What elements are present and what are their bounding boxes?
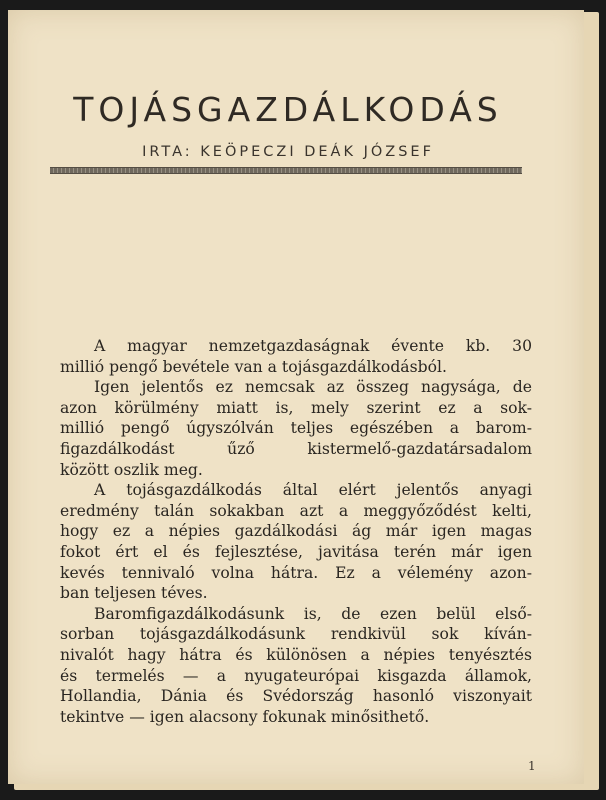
title-rule bbox=[50, 167, 522, 174]
text-line: hogy ez a népies gazdálkodási ág már igen magas bbox=[60, 522, 532, 541]
text-line: ban teljesen téves. bbox=[60, 584, 208, 603]
document-title: TOJÁSGAZDÁLKODÁS bbox=[73, 90, 503, 129]
text-line: Igen jelentős ez nemcsak az összeg nagysága, de bbox=[94, 378, 532, 397]
text-line: millió pengő bevétele van a tojásgazdálkodásból. bbox=[60, 357, 447, 376]
page-number: 1 bbox=[528, 759, 536, 773]
text-line: Baromfigazdálkodásunk is, de ezen belül első- bbox=[94, 604, 532, 623]
text-line: fokot ért el és fejlesztése, javitása terén már igen bbox=[60, 542, 532, 561]
text-line: és termelés — a nyugateurópai kisgazda államok, bbox=[60, 666, 532, 685]
text-line: nivalót hagy hátra és különösen a népies tenyésztés bbox=[60, 645, 532, 664]
text-line: azon körülmény miatt is, mely szerint ez a sok- bbox=[60, 398, 532, 417]
text-line: kevés tennivaló volna hátra. Ez a vélemény azon- bbox=[60, 563, 532, 582]
document-page bbox=[8, 10, 584, 784]
text-line: figazdálkodást űző kistermelő-gazdatársadalom bbox=[60, 439, 532, 458]
text-line: között oszlik meg. bbox=[60, 460, 203, 479]
body-text bbox=[60, 336, 532, 727]
author-line: IRTA: KEÖPECZI DEÁK JÓZSEF bbox=[142, 144, 434, 160]
text-line: sorban tojásgazdálkodásunk rendkivül sok kíván- bbox=[60, 625, 532, 644]
text-line: A tojásgazdálkodás által elért jelentős anyagi bbox=[94, 481, 532, 500]
text-line: tekintve — igen alacsony fokunak minősithető. bbox=[60, 707, 430, 726]
text-line: Hollandia, Dánia és Svédország hasonló viszonyait bbox=[60, 687, 532, 706]
text-line: eredmény talán sokakban azt a meggyőződést kelti, bbox=[60, 501, 532, 520]
text-line: A magyar nemzetgazdaságnak évente kb. 30 bbox=[94, 337, 532, 355]
text-line: millió pengő úgyszólván teljes egészében a barom- bbox=[60, 419, 532, 438]
